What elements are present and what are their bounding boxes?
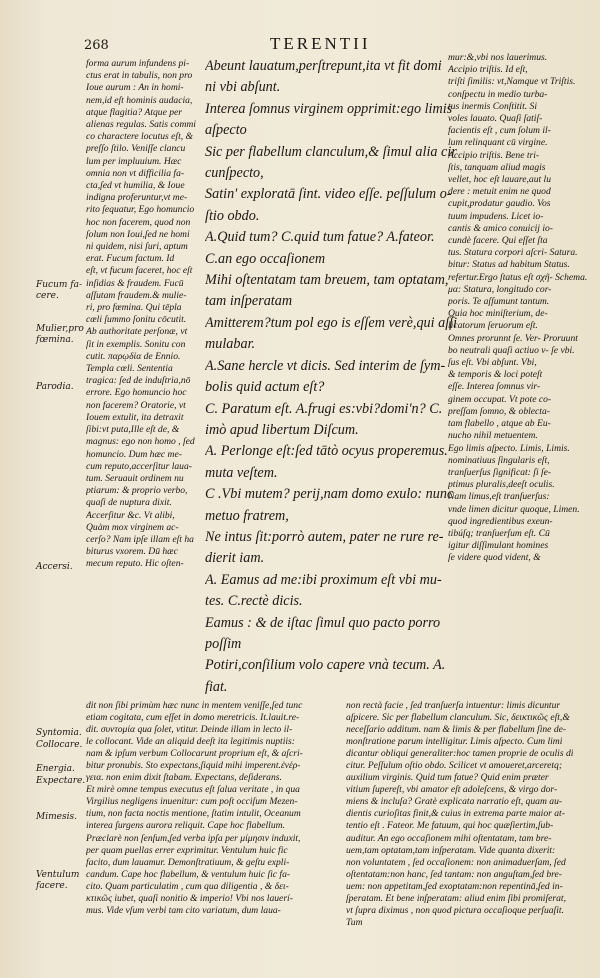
commentary-line: tam flabello , atque ab Eu-: [448, 418, 551, 430]
verse-line: poſſim: [205, 635, 242, 652]
bottom-line: [86, 712, 596, 724]
bottom-right-text: vitium ſupereſt, vbi amator eſt adoleſcens, & virgo dor-: [345, 784, 558, 796]
bottom-right-text: uem: non appetitam,ſed exoptatam:non repentinā,ſed in-: [345, 880, 563, 892]
verse-line: aſpecto: [205, 122, 247, 139]
bottom-line: [86, 857, 596, 869]
commentary-line: cta,ſed vt humilia, & Ioue: [86, 180, 185, 192]
verse-line: C.an ego occaſionem: [205, 250, 326, 267]
bottom-right-text: Tum: [345, 916, 363, 928]
commentary-line: tragica: ſed de induſtria,nō: [86, 375, 191, 387]
left-commentary-column: [86, 58, 198, 571]
commentary-line: cœli ſummo ſonitu cōcutit.: [86, 314, 187, 326]
commentary-line: bitur: Status ad habitum Status.: [448, 259, 570, 271]
commentary-line: cum reputo,accerſitur laua-: [86, 460, 192, 472]
commentary-line: Accipio triſtis. Bene tri-: [448, 149, 540, 161]
commentary-line: ginem occupat. Vt pote co-: [448, 393, 552, 405]
bottom-right-text: aſpicere. Sic per flabellum clanculum. Sic, δεικτικῶς eſt,&: [345, 712, 570, 724]
page-number: 268: [84, 38, 109, 53]
commentary-line: poris. Te aſſumunt tantum.: [448, 296, 550, 308]
bottom-left-text: le collocant. Vide an aliquid deeſt ita legitimis nuptiis:: [86, 736, 295, 748]
commentary-line: Nam limus,eſt tranſuerſus:: [448, 491, 550, 503]
commentary-line: lum per impluuium. Hæc: [86, 155, 182, 167]
margin-note: Parodia.: [36, 382, 74, 392]
bottom-right-text: tentio eſt . Fateor. Me fatuum, qui hoc quæſiertim,ſub-: [345, 820, 554, 832]
commentary-line: cupit,prodatur gaudio. Vos: [448, 198, 551, 210]
commentary-line: quaſi de nuptura dixit.: [86, 497, 172, 509]
margin-note: Mulier,pro fœmina.: [36, 324, 84, 345]
bottom-left-text: [86, 917, 342, 929]
commentary-line: mur:&,vbi nos lauerimus.: [448, 52, 548, 63]
commentary-line: cutit. παρῳδία de Ennio.: [86, 350, 181, 362]
verse-line: Abeunt lauatum,perſtrepunt,ita vt fit domi: [205, 58, 442, 74]
bottom-line: [86, 917, 596, 929]
verse-line: bolis quid actum eſt?: [205, 379, 325, 396]
bottom-right-text: dicantur obliqui generaliter:hoc tamen proprie de oculis di: [345, 748, 574, 760]
verse-line: imò apud libertum Diſcum.: [205, 421, 359, 438]
bottom-right-text: citur. Peſſulum oſtio obdo. Scilicet vt amoueret,arceretq;: [345, 760, 563, 772]
commentary-line: preſſo ſtilo. Veniſſe clancu: [86, 143, 186, 155]
commentary-line: homuncio. Dum hæc me-: [86, 448, 182, 460]
commentary-line: voles lauato. Quaſi ſatiſ-: [448, 113, 543, 125]
bottom-left-text: candum. Cape hoc flabellum, & ventulum huic ſic fa-: [86, 868, 291, 880]
commentary-line: tuum impudens. Licet io-: [448, 210, 544, 222]
commentary-line: bo neutrali quaſi actiuo v- ſe vbi.: [448, 344, 575, 356]
bottom-right-text: dientis curioſitas finit,& cuius in extrema parte maior at-: [345, 808, 565, 820]
bottom-right-text: ſperatam. Et bene inſperatam: aliud enim ſibi promiſerat,: [345, 892, 566, 904]
bottom-left-text: Virgilius negligens inuenitur: cum poſt occiſum Mezen-: [86, 796, 298, 808]
commentary-line: vellet, hoc eſt lauare,aut lu: [448, 174, 552, 186]
bottom-left-text: mus. Vide vſum verbi tam cito variatum, dum laua-: [86, 904, 281, 916]
verse-line: ſtio obdo.: [205, 207, 260, 224]
margin-note: Ventulum facere.: [36, 870, 80, 891]
bottom-line: [86, 905, 596, 917]
commentary-line: nucho nihil metuentem.: [448, 430, 538, 442]
commentary-line: magnus: ego non homo , ſed: [86, 436, 195, 448]
commentary-line: ctus erat in tabulis, non pro: [86, 70, 193, 82]
commentary-line: tranſuerſus ſignificat: ſi ſe-: [448, 466, 552, 478]
commentary-line: refertur.Ergo ſtatus eſt σχῆ- Schema.: [448, 271, 588, 283]
commentary-line: conſpectu in medio turba-: [448, 88, 548, 100]
margin-note: Expectare.: [36, 776, 86, 786]
commentary-line: erat. Fucum factum. Id: [86, 253, 175, 265]
commentary-line: eſt, vt fucum faceret, hoc eſt: [86, 265, 193, 277]
bottom-left-text: bitur pronubis. Sto expectans,ſiquid mihi imperent.ἐνέρ-: [86, 760, 301, 772]
commentary-line: ptiarum: & proprio verbo,: [86, 485, 188, 497]
commentary-line: ri, pro fœmina. Qui tēpla: [86, 302, 182, 314]
running-head: TERENTII: [270, 34, 371, 53]
verse-line: Sic per flabellum clanculum,& ſimul alia cir: [205, 143, 457, 160]
bottom-right-text: vt ſupra diximus , non quod pictura occaſioque perſuaſit.: [345, 904, 564, 916]
bottom-right-text: auditur. An ego occaſionem mihi oſtentatam, tam bre-: [345, 832, 552, 844]
verse-line: A. Perlonge eſt:ſed tātò ocyus properemus.: [205, 443, 448, 460]
bottom-line: [86, 820, 596, 832]
commentary-line: tibúſq; tranſuerſum eſt. Cū: [448, 527, 550, 539]
commentary-line: hoc non facerem, quod non: [86, 216, 191, 228]
bottom-line: [86, 869, 596, 881]
commentary-line: cundè facere. Qui eſſet ſta: [448, 235, 548, 247]
bottom-line: [86, 796, 596, 808]
commentary-line: inſidias & fraudem. Fucū: [86, 277, 184, 289]
commentary-line: preſſam ſomno, & oblecta-: [448, 405, 550, 417]
commentary-line: tum. Seruauit ordinem nu: [86, 472, 184, 484]
verse-line: tam inſperatam: [205, 293, 293, 310]
bottom-left-text: Præclarè non ſenſum,ſed verba ipſa per μίμησιν induxit,: [86, 832, 301, 844]
bottom-line: [86, 808, 596, 820]
bottom-line: [86, 700, 596, 712]
bottom-line: [86, 772, 596, 784]
commentary-line: nem,id eſt hominis audacia,: [86, 94, 193, 106]
margin-note: Collocare.: [36, 740, 83, 750]
commentary-line: μα: Statura, longitudo cor-: [448, 283, 552, 295]
verse-line: Amitterem?tum pol ego is eſſem verè,qui aſſi: [205, 314, 458, 331]
commentary-line: Iouem extulit, ita detraxit: [86, 411, 184, 423]
margin-note: Energia.: [36, 764, 75, 774]
commentary-line: non facerem? Oratorie, vt: [86, 399, 186, 411]
commentary-line: quod ingredientibus exeun-: [448, 515, 553, 527]
margin-note: Syntomia.: [36, 728, 82, 738]
bottom-line: [86, 736, 596, 748]
commentary-line: tus inermis Conſtitit. Si: [448, 100, 538, 112]
verse-line: Potiri,conſilium volo capere vnà tecum. A.: [205, 657, 446, 674]
verse-line: dierit iam.: [205, 550, 265, 567]
commentary-line: alienas regulas. Satis commi: [86, 119, 196, 131]
bottom-line: [86, 881, 596, 893]
verse-line: ni vbi abſunt.: [205, 79, 281, 96]
commentary-line: Ab authoritate perſonæ, vt: [86, 326, 188, 338]
commentary-line: atque flagitia? Atque per: [86, 106, 183, 118]
commentary-line: Ioue aurum : An in homi-: [86, 82, 184, 94]
commentary-line: cantis & amico conuicij io-: [448, 222, 553, 234]
verse-line: muta veſtem.: [205, 464, 278, 481]
bottom-line: [86, 748, 596, 760]
commentary-line: & temporis & loci poteſt: [448, 369, 543, 381]
commentary-line: mecum reputo. Hic oſten-: [86, 558, 184, 570]
right-commentary-column: [448, 52, 598, 565]
bottom-line: [86, 760, 596, 772]
bottom-right-text: oſtentatam:non hanc, ſed tantam: non anguſtam,ſed bre-: [345, 868, 562, 880]
commentary-line: Omnes prorunnt ſe. Ver- Proruunt: [448, 332, 578, 344]
verse-line: Eamus : & de iſtac ſimul quo pacto porro: [205, 614, 441, 631]
commentary-line: forma aurum infundens pi-: [86, 58, 190, 69]
bottom-commentary: [86, 700, 596, 929]
verse-line: Mihi oſtentatam tam breuem, tam optatam,: [205, 272, 449, 289]
commentary-line: triſti ſimilis: vt,Namque vt Triſtis.: [448, 76, 576, 88]
commentary-line: cerſo? Nam ipſe illam eſt ha: [86, 533, 194, 545]
bottom-right-text: non voluntatem , ſed occaſionem: non animaduerſam, ſed: [345, 856, 566, 868]
bottom-line: [86, 724, 596, 736]
bottom-line: [86, 784, 596, 796]
bottom-left-text: cito. Quam particulatim , cum qua diligentia , & δει-: [86, 880, 289, 892]
commentary-line: biturus vxorem. Dū hæc: [86, 546, 178, 558]
bottom-left-text: nam & ipſum verbum Collocarunt proprium eſt, & aſcri-: [86, 748, 303, 760]
bottom-right-text: miens & incluſa? Gratè explicata narratio eſt, quam au-: [345, 796, 563, 808]
commentary-line: Quia hoc miniſterium, de-: [448, 308, 548, 320]
bottom-left-text: interea ſurgens aurora reliquit. Cape hoc flabellum.: [86, 820, 285, 832]
commentary-line: ſit in exemplis. Sonitu con: [86, 338, 186, 350]
bottom-left-text: facito, dum lauamur. Demonſtratiuum, & geſtu expli-: [86, 856, 290, 868]
commentary-line: indigna proferuntur,vt me-: [86, 192, 188, 204]
commentary-line: ptimus pluralis,deeſt oculis.: [448, 479, 555, 491]
bottom-line: [86, 845, 596, 857]
commentary-line: Templa cœli. Sententia: [86, 363, 173, 375]
bottom-left-text: dit. συντομία qua ſolet, vtitur. Deinde illam in lecto il-: [86, 724, 293, 736]
commentary-line: ni quidem, nisi ſuri, aptum: [86, 241, 188, 253]
bottom-right-text: non rectà facie , ſed tranſuerſa intuentur: limis dicuntur: [345, 700, 561, 711]
bottom-right-text: auxilium virginis. Quid tum fatue? Quid enim præter: [345, 772, 549, 784]
verse-line: metuo fratrem,: [205, 507, 289, 524]
bottom-right-text: uem,tam optatam,tam inſperatam. Vide quanta dixerit:: [345, 844, 556, 856]
commentary-line: lum relinquant cū virgine.: [448, 137, 548, 149]
commentary-line: aſſutam fraudem.& mulie-: [86, 289, 187, 301]
margin-note: Fucum fa-cere.: [36, 280, 83, 301]
verse-line: fiat.: [205, 678, 228, 695]
commentary-line: eſſe. Interea ſomnus vir-: [448, 381, 541, 393]
bottom-line: [86, 833, 596, 845]
verse-line: Satin' exploratā ſint. video eſſe. peſſulum o-: [205, 186, 452, 203]
commentary-line: dere : metuit enim ne quod: [448, 186, 551, 198]
play-text-column: [205, 56, 475, 698]
commentary-line: ſolum non Ioui,ſed ne homi: [86, 228, 190, 240]
bottom-left-text: Et mirè omne tempus executus eſt ſalua veritate , in qua: [86, 784, 300, 796]
commentary-line: licatorum ſeruorum eſt.: [448, 320, 538, 332]
commentary-line: Quàm mox virginem ac-: [86, 521, 179, 533]
commentary-line: tus. Statura corpori aſcri- Satura.: [448, 247, 578, 259]
commentary-line: Accerſitur &c. Vt alibi,: [86, 509, 175, 521]
commentary-line: rito ſequatur, Ego homuncio: [86, 204, 195, 216]
verse-line: mulabar.: [205, 336, 256, 353]
bottom-line: [86, 893, 596, 905]
verse-line: A. Eamus ad me:ibi proximum eſt vbi mu-: [205, 571, 442, 588]
commentary-line: ſe videre quod vident, &: [448, 552, 541, 564]
verse-line: Interea ſomnus virginem opprimit:ego limis: [205, 100, 453, 117]
commentary-line: igitur diſſimulant homines: [448, 540, 549, 552]
verse-line: A.Sane hercle vt dicis. Sed interim de ſym-: [205, 357, 446, 374]
bottom-right-text: neceſſario additum. nam & limis & per flabellum ſine de-: [345, 724, 567, 736]
bottom-left-text: tium, non facta noctis mentione, ſtatim intulit, Oceanum: [86, 808, 301, 820]
bottom-left-text: γεια. non enim dixit ſtabam. Expectans, deſiderans.: [86, 772, 282, 784]
commentary-line: facientis eſt , cum ſolum il-: [448, 125, 551, 137]
verse-line: A.Quid tum? C.quid tum fatue? A.fateor.: [205, 229, 435, 246]
margin-note: Accersi.: [36, 562, 73, 572]
commentary-line: ſtis, tanquam aliud magis: [448, 161, 546, 173]
verse-line: tes. C.rectè dicis.: [205, 593, 303, 610]
bottom-right-text: monſtratione parum intelligitur. Limis aſpecto. Cum limi: [345, 736, 563, 748]
commentary-line: ſus eſt. Vbi abſunt. Vbi,: [448, 357, 537, 369]
commentary-line: co charactere locutus eſt, &: [86, 131, 194, 143]
bottom-left-text: κτικῶς iubet, quaſi nonitio & imperio! Vbi nos lauerí-: [86, 892, 293, 904]
commentary-line: omnia non vt difficilia fa-: [86, 167, 185, 179]
commentary-line: errore. Ego homuncio hoc: [86, 387, 187, 399]
verse-line: Ne intus ſit:porrò autem, pater ne rure re-: [205, 528, 444, 545]
verse-line: C .Vbi mutem? perij,nam domo exulo: nunc: [205, 486, 454, 503]
commentary-line: Ego limis aſpecto. Limis, Limis.: [448, 442, 570, 454]
commentary-line: ſibi:vt puta,Ille eſt de, &: [86, 424, 180, 436]
verse-line: cunſpecto,: [205, 165, 264, 182]
verse-line: C. Paratum eſt. A.frugi es:vbi?domi'n? C.: [205, 400, 443, 417]
commentary-line: Accipio triſtis. Id eſt,: [448, 64, 528, 76]
commentary-line: vnde limen dicitur quoque, Limen.: [448, 503, 580, 515]
commentary-line: nominatiuus ſingularis eſt,: [448, 454, 550, 466]
bottom-left-text: etiam cogitata, cum eſſet in domo meretricis. It.lauit.re-: [86, 712, 300, 724]
bottom-left-text: per quam puellas errer exprimitur. Ventulum huic fic: [86, 844, 288, 856]
margin-note: Mimesis.: [36, 812, 77, 822]
bottom-left-text: dit non ſibi primùm hæc nunc in mentem veniſſe,ſed tunc: [86, 700, 303, 711]
